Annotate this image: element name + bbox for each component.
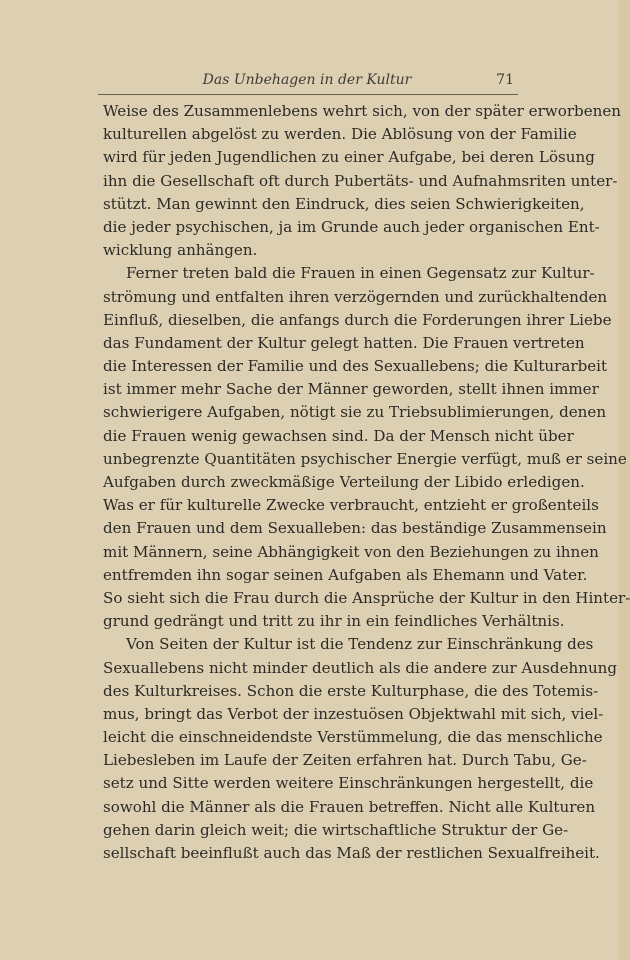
text-line: ist immer mehr Sache der Männer geworden, stellt ihnen immer: [103, 380, 599, 399]
text-line: leicht die einschneidendste Verstümmelung, die das menschliche: [103, 728, 603, 747]
text-line: stützt. Man gewinnt den Eindruck, dies seien Schwierigkeiten,: [103, 194, 585, 213]
header-title: Das Unbehagen in der Kultur: [202, 72, 412, 88]
paragraph-first-line: Von Seiten der Kultur ist die Tendenz zur Einschränkung des: [126, 635, 594, 654]
text-line: wird für jeden Jugendlichen zu einer Aufgabe, bei deren Lösung: [103, 148, 595, 167]
running-header: [98, 70, 518, 95]
text-line: Liebesleben im Laufe der Zeiten erfahren hat. Durch Tabu, Ge-: [103, 751, 587, 770]
text-line: die jeder psychischen, ja im Grunde auch jeder organischen Ent-: [103, 217, 600, 236]
text-line: Sexuallebens nicht minder deutlich als die andere zur Ausdehnung: [103, 658, 618, 677]
text-line: wicklung anhängen.: [103, 241, 258, 260]
text-line: mus, bringt das Verbot der inzestuösen Objektwahl mit sich, viel-: [103, 704, 604, 723]
paragraph-first-line: Ferner treten bald die Frauen in einen Gegensatz zur Kultur-: [126, 264, 595, 283]
text-line: setz und Sitte werden weitere Einschränkungen hergestellt, die: [103, 774, 594, 793]
text-line: grund gedrängt und tritt zu ihr in ein feindliches Verhältnis.: [103, 612, 565, 631]
text-line: Einfluß, dieselben, die anfangs durch die Forderungen ihrer Liebe: [103, 310, 612, 329]
text-line: unbegrenzte Quantitäten psychischer Energie verfügt, muß er seine: [103, 449, 627, 468]
text-line: den Frauen und dem Sexualleben: das beständige Zusammensein: [103, 519, 607, 538]
text-line: entfremden ihn sogar seinen Aufgaben als Ehemann und Vater.: [103, 565, 588, 584]
text-line: ihn die Gesellschaft oft durch Pubertäts- und Aufnahmsriten unter-: [103, 171, 618, 190]
page-number: 71: [496, 72, 514, 88]
text-line: Aufgaben durch zweckmäßige Verteilung der Libido erledigen.: [103, 473, 585, 491]
text-line: schwierigere Aufgaben, nötigt sie zu Triebsublimierungen, denen: [103, 403, 607, 422]
text-line: Was er für kulturelle Zwecke verbraucht, entzieht er großenteils: [103, 496, 599, 515]
text-line: strömung und entfalten ihren verzögernden und zurückhaltenden: [103, 287, 608, 306]
text-line: kulturellen abgelöst zu werden. Die Ablösung von der Familie: [103, 125, 577, 144]
text-line: gehen darin gleich weit; die wirtschaftliche Struktur der Ge-: [103, 820, 569, 839]
text-line: mit Männern, seine Abhängigkeit von den Beziehungen zu ihnen: [103, 542, 599, 561]
text-line: die Frauen wenig gewachsen sind. Da der Mensch nicht über: [103, 426, 574, 445]
text-line: des Kulturkreises. Schon die erste Kulturphase, die des Totemis-: [103, 681, 599, 700]
text-line: die Interessen der Familie und des Sexuallebens; die Kulturarbeit: [103, 357, 608, 376]
text-line: das Fundament der Kultur gelegt hatten. Die Frauen vertreten: [103, 333, 585, 352]
text-line: sellschaft beeinflußt auch das Maß der restlichen Sexualfreiheit.: [103, 844, 600, 862]
body-text: [103, 100, 630, 865]
text-line: So sieht sich die Frau durch die Ansprüche der Kultur in den Hinter-: [103, 588, 630, 607]
text-line: sowohl die Männer als die Frauen betreffen. Nicht alle Kulturen: [103, 797, 596, 816]
text-line: Weise des Zusammenlebens wehrt sich, von der später erworbenen: [103, 102, 621, 120]
